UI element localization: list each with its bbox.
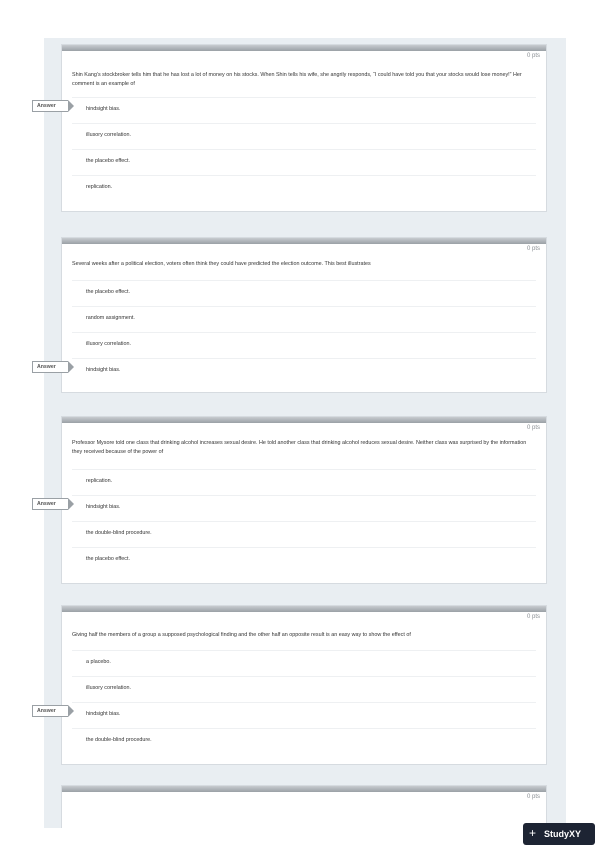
answer-option-label: a placebo. bbox=[86, 659, 111, 665]
answer-option-label: hindsight bias. bbox=[86, 367, 121, 373]
question-card bbox=[61, 416, 547, 584]
question-card bbox=[61, 237, 547, 393]
card-header-bar bbox=[62, 238, 546, 244]
correct-answer-marker bbox=[32, 361, 68, 373]
answer-option-label: illusory correlation. bbox=[86, 132, 131, 138]
points-label: 0 pts bbox=[526, 246, 540, 252]
answer-option[interactable] bbox=[72, 332, 536, 359]
answer-option[interactable] bbox=[72, 650, 536, 677]
answer-option-label: the placebo effect. bbox=[86, 289, 130, 295]
question-text: Professor Mysore told one class that drinking alcohol increases sexual desire. He told another class that drinking alcohol reduces sexual desire. Neither class was surprised by the information they received because of the power of bbox=[72, 440, 527, 455]
answer-option-label: the placebo effect. bbox=[86, 556, 130, 562]
question-text: Giving half the members of a group a supposed psychological finding and the other half an opposite result is an easy way to show the effect of bbox=[72, 632, 411, 638]
card-header-bar bbox=[62, 45, 546, 51]
points-label: 0 pts bbox=[526, 425, 540, 431]
answer-marker-label: Answer bbox=[37, 103, 56, 109]
plus-icon: + bbox=[529, 826, 537, 840]
answer-option-label: hindsight bias. bbox=[86, 106, 121, 112]
answer-option[interactable] bbox=[72, 547, 536, 574]
answer-option[interactable] bbox=[72, 280, 536, 307]
card-header-bar bbox=[62, 786, 546, 792]
answer-option[interactable] bbox=[72, 123, 536, 150]
answer-option-label: replication. bbox=[86, 184, 113, 190]
answer-option[interactable] bbox=[72, 676, 536, 703]
answer-option[interactable] bbox=[72, 306, 536, 333]
answer-option[interactable] bbox=[72, 97, 536, 124]
answer-option[interactable] bbox=[72, 495, 536, 522]
question-card bbox=[61, 605, 547, 765]
answer-option[interactable] bbox=[72, 521, 536, 548]
answer-option-label: hindsight bias. bbox=[86, 711, 121, 717]
correct-answer-marker bbox=[32, 100, 68, 112]
points-label: 0 pts bbox=[526, 614, 540, 620]
answer-option-label: hindsight bias. bbox=[86, 504, 121, 510]
answer-option[interactable] bbox=[72, 149, 536, 176]
answer-option[interactable] bbox=[72, 175, 536, 202]
question-card bbox=[61, 785, 547, 828]
studyxy-logo bbox=[523, 823, 595, 845]
card-header-bar bbox=[62, 417, 546, 423]
answer-option-label: the placebo effect. bbox=[86, 158, 130, 164]
answer-option-label: the double-blind procedure. bbox=[86, 530, 152, 536]
answer-option-label: random assignment. bbox=[86, 315, 135, 321]
card-header-bar bbox=[62, 606, 546, 612]
answer-option[interactable] bbox=[72, 469, 536, 496]
brand-name: StudyXY bbox=[544, 829, 582, 839]
answer-option[interactable] bbox=[72, 358, 536, 385]
answer-option[interactable] bbox=[72, 728, 536, 755]
answer-option[interactable] bbox=[72, 702, 536, 729]
correct-answer-marker bbox=[32, 498, 68, 510]
question-card bbox=[61, 44, 547, 212]
answer-marker-label: Answer bbox=[37, 364, 56, 370]
answer-option-label: replication. bbox=[86, 478, 113, 484]
correct-answer-marker bbox=[32, 705, 68, 717]
answer-option-label: illusory correlation. bbox=[86, 685, 131, 691]
points-label: 0 pts bbox=[526, 794, 540, 800]
answer-option-label: the double-blind procedure. bbox=[86, 737, 152, 743]
answer-option-label: illusory correlation. bbox=[86, 341, 131, 347]
answer-marker-label: Answer bbox=[37, 501, 56, 507]
points-label: 0 pts bbox=[526, 53, 540, 59]
answer-marker-label: Answer bbox=[37, 708, 56, 714]
question-text: Several weeks after a political election, voters often think they could have predicted the election outcome. This best illustrates bbox=[72, 261, 371, 267]
question-text: Shin Kang’s stockbroker tells him that he has lost a lot of money on his stocks. When Shin tells his wife, she angrily responds, “I could have told you that your stocks would lose money!” Her comment is an example of bbox=[72, 72, 522, 87]
